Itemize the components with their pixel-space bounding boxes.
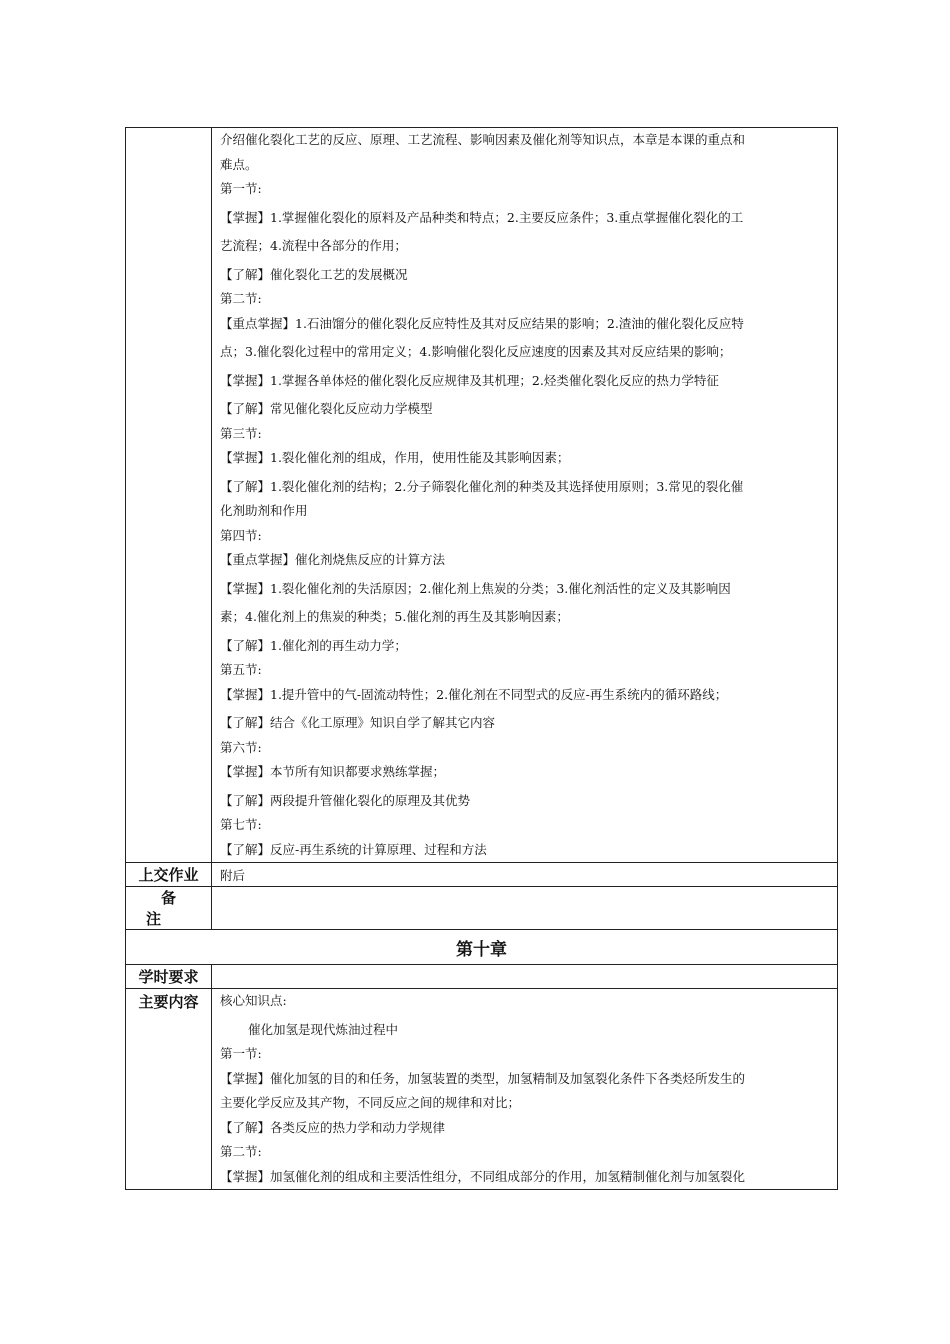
homework-row xyxy=(126,863,838,887)
content-line: 【重点掌握】1.石油馏分的催化裂化反应特性及其对反应结果的影响；2.渣油的催化裂化反应特 xyxy=(220,315,744,331)
content-line: 【重点掌握】催化剂烧焦反应的计算方法 xyxy=(220,552,446,567)
content-line: 【了解】1.催化剂的再生动力学； xyxy=(220,637,407,653)
content-line: 【掌握】催化加氢的目的和任务，加氢装置的类型，加氢精制及加氢裂化条件下各类烃所发生的 xyxy=(220,1070,746,1086)
content-line: 【了解】1.裂化催化剂的结构；2.分子筛裂化催化剂的种类及其选择使用原则；3.常见的裂化催 xyxy=(220,478,744,494)
section-heading: 第五节: xyxy=(220,662,262,677)
content-line: 【了解】催化裂化工艺的发展概况 xyxy=(220,266,408,282)
section-heading: 第七节: xyxy=(220,817,262,832)
content-line: 点；3.催化裂化过程中的常用定义；4.影响催化裂化反应速度的因素及其对反应结果的影响； xyxy=(220,344,732,359)
content-line: 【了解】反应-再生系统的计算原理、过程和方法 xyxy=(220,841,487,857)
main-content-row xyxy=(126,989,838,1190)
hours-label: 学时要求 xyxy=(126,965,212,989)
content-line: 【掌握】1.掌握各单体烃的催化裂化反应规律及其机理；2.烃类催化裂化反应的热力学特征 xyxy=(220,372,719,388)
hours-row xyxy=(126,965,838,989)
content-line: 艺流程；4.流程中各部分的作用； xyxy=(220,238,407,253)
chapter-title: 第十章 xyxy=(126,930,838,965)
prev-content-row xyxy=(126,128,838,863)
section-heading: 第四节: xyxy=(220,527,262,543)
section-heading: 第二节: xyxy=(220,1144,262,1159)
content-line: 【了解】结合《化工原理》知识自学了解其它内容 xyxy=(220,715,496,730)
section-heading: 第一节: xyxy=(220,1046,262,1061)
content-line: 【掌握】1.裂化催化剂的组成，作用，使用性能及其影响因素； xyxy=(220,450,570,465)
content-line: 【掌握】加氢催化剂的组成和主要活性组分，不同组成部分的作用，加氢精制催化剂与加氢裂化 xyxy=(220,1168,746,1184)
content-line: 【掌握】1.掌握催化裂化的原料及产品种类和特点；2.主要反应条件；3.重点掌握催化裂化的工 xyxy=(220,209,744,225)
prev-content-cell xyxy=(212,128,838,863)
content-line: 化剂助剂和作用 xyxy=(220,503,308,518)
section-heading: 第六节: xyxy=(220,739,262,755)
content-line: 催化加氢是现代炼油过程中 xyxy=(248,1021,399,1037)
content-line: 【掌握】1.裂化催化剂的失活原因；2.催化剂上焦炭的分类；3.催化剂活性的定义及其影响因 xyxy=(220,580,731,596)
hours-value xyxy=(212,965,838,989)
homework-value: 附后 xyxy=(212,863,838,887)
remarks-label: 备 注 xyxy=(145,889,206,928)
remarks-label-cell xyxy=(126,887,212,930)
remarks-value xyxy=(212,887,838,930)
section-heading: 第一节: xyxy=(220,181,262,196)
content-line: 主要化学反应及其产物，不同反应之间的规律和对比； xyxy=(220,1095,521,1110)
syllabus-table xyxy=(125,127,838,1190)
content-line: 难点。 xyxy=(220,156,258,172)
content-line: 介绍催化裂化工艺的反应、原理、工艺流程、影响因素及催化剂等知识点，本章是本课的重点和 xyxy=(220,132,746,147)
content-line: 【掌握】1.提升管中的气-固流动特性；2.催化剂在不同型式的反应-再生系统内的循环路线； xyxy=(220,686,728,702)
main-content-cell xyxy=(212,989,838,1190)
content-line: 【了解】常见催化裂化反应动力学模型 xyxy=(220,401,433,416)
content-line: 素；4.催化剂上的焦炭的种类；5.催化剂的再生及其影响因素； xyxy=(220,609,569,624)
section-heading: 第三节: xyxy=(220,425,262,441)
content-line: 核心知识点: xyxy=(220,993,287,1008)
remarks-row xyxy=(126,887,838,930)
homework-label: 上交作业 xyxy=(126,863,212,887)
section-heading: 第二节: xyxy=(220,291,262,306)
content-line: 【了解】两段提升管催化裂化的原理及其优势 xyxy=(220,792,471,808)
main-content-label: 主要内容 xyxy=(126,989,212,1190)
content-line: 【了解】各类反应的热力学和动力学规律 xyxy=(220,1119,446,1135)
prev-content-label-cell xyxy=(126,128,212,863)
content-line: 【掌握】本节所有知识都要求熟练掌握； xyxy=(220,764,446,779)
chapter-title-row xyxy=(126,930,838,965)
